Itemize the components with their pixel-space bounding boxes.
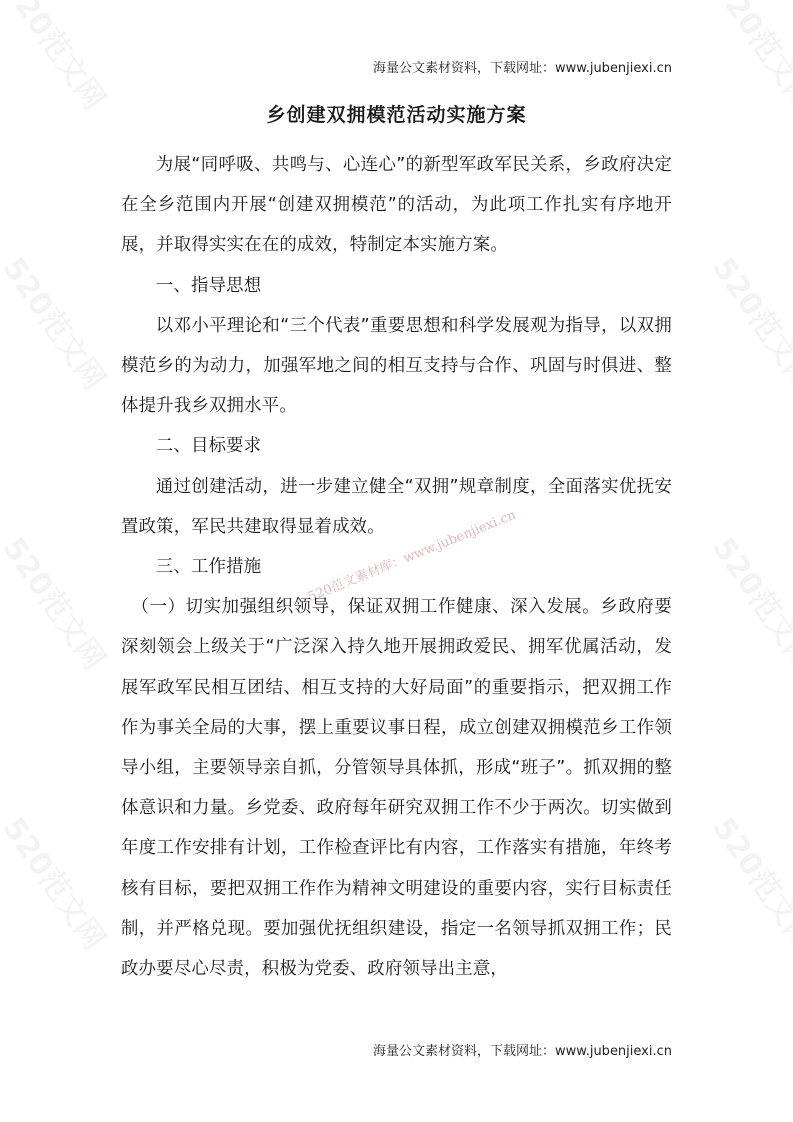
header-url-link[interactable]: www.jubenjiexi.cn <box>555 61 672 76</box>
footer-note <box>373 1040 672 1059</box>
section-heading-guiding-thought: 一、指导思想 <box>155 275 262 296</box>
paragraph-intro: 为展“同呼吸、共鸣与、心连心”的新型军政军民关系，乡政府决定在全乡范围内开展“创建双拥模范”的活动，为此项工作扎实有序地开展，并取得实实在在的成效，特制定本实施方案。 <box>121 155 672 256</box>
header-prefix: 海量公文素材资料，下载网址： <box>372 61 555 76</box>
center-watermark: 520范文素材库：www.jubenjiexi.cn <box>306 507 519 606</box>
tile-watermark <box>0 247 118 397</box>
section-heading-measures: 三、工作措施 <box>155 557 262 578</box>
tile-watermark <box>705 527 793 677</box>
paragraph-measures: （一）切实加强组织领导，保证双拥工作健康、深入发展。乡政府要深刻领会上级关于“广泛深入持久地开展拥政爱民、拥军优属活动，发展军政军民相互团结、相互支持的大好局面”的重要指示，把双拥工作作为事关全局的大事，摆上重要议事日程，成立创建双拥模范乡工作领导小组，主要领导亲自抓，分管领导具体抓，形成“班子”。抓双拥的整体意识和力量。乡党委、政府每年研究双拥工作不少于两次。切实做到年度工作安排有计划，工作检查评比有内容，工作落实有措施，年终考核有目标，要把双拥工作作为精神文明建设的重要内容，实行目标责任制，并严格兑现。要加强优抚组织建设，指定一名领导抓双拥工作；民政办要尽心尽责，积极为党委、政府领导出主意， <box>121 597 672 980</box>
tile-watermark <box>0 807 118 957</box>
paragraph-guiding-thought: 以邓小平理论和“三个代表”重要思想和科学发展观为指导，以双拥模范乡的为动力，加强军地之间的相互支持与合作、巩固与时俱进、整体提升我乡双拥水平。 <box>121 315 672 417</box>
tile-watermark <box>705 807 793 957</box>
header-note <box>373 57 672 76</box>
tile-watermark <box>705 247 793 397</box>
footer-prefix: 海量公文素材资料，下载网址： <box>372 1044 555 1059</box>
footer-url-link[interactable]: www.jubenjiexi.cn <box>555 1044 672 1059</box>
section-heading-goals: 二、目标要求 <box>155 436 262 457</box>
document-body <box>121 145 672 989</box>
paragraph-goals: 通过创建活动，进一步建立健全“双拥”规章制度，全面落实优抚安置政策，军民共建取得显着成效。 <box>121 476 672 537</box>
document-title: 乡创建双拥模范活动实施方案 <box>266 104 527 126</box>
tile-watermark <box>0 527 118 677</box>
